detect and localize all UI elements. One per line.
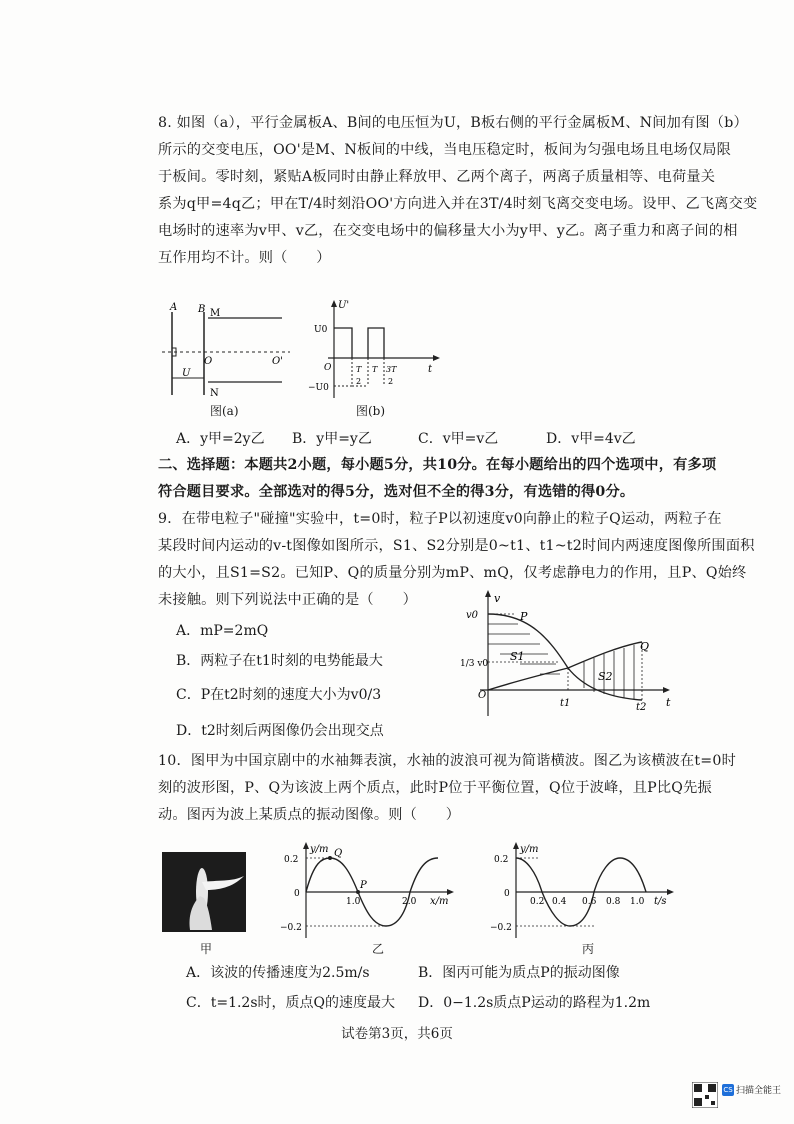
bing-tick-x08: 0.8 xyxy=(606,897,621,907)
q10-option-a[interactable]: A．该波的传播速度为2.5m/s xyxy=(186,965,370,981)
label-s1: S1 xyxy=(510,650,525,663)
q8-text xyxy=(158,110,758,272)
label-o: O xyxy=(204,356,213,367)
bing-tick-x06: 0.6 xyxy=(582,897,597,907)
label-third-v0: 1/3 v0 xyxy=(460,659,489,669)
caption-yi: 乙 xyxy=(372,942,385,956)
q8-option-c[interactable]: C．v甲=v乙 xyxy=(418,431,499,447)
label-m: M xyxy=(210,308,221,319)
yi-tick-0: 0 xyxy=(294,889,300,899)
q8-option-d[interactable]: D．v甲=4v乙 xyxy=(546,431,636,447)
label-v0: v0 xyxy=(466,610,479,621)
label-u0: U0 xyxy=(314,325,328,335)
page-footer: 试卷第3页，共6页 xyxy=(341,1026,453,1042)
bing-tick-neg02: −0.2 xyxy=(490,923,512,933)
scanner-stamp xyxy=(692,1080,792,1110)
q8-line: 于板间。零时刻，紧贴A板同时由静止释放甲、乙两个离子，两离子质量相等、电荷量关 xyxy=(158,169,716,185)
q10-line: 动。图丙为波上某质点的振动图像。则（ ） xyxy=(158,807,461,823)
graph-bing xyxy=(490,842,680,942)
label-u: U xyxy=(182,368,191,379)
label-a: A xyxy=(170,302,178,313)
q10-line: 刻的波形图，P、Q为该波上两个质点，此时P位于平衡位置，Q位于波峰，且P比Q先振 xyxy=(158,780,712,796)
label-t2: t2 xyxy=(636,702,647,713)
q8-line: 所示的交变电压，OO'是M、N板间的中线，当电压稳定时，板间为匀强电场且电场仅局限 xyxy=(158,142,732,158)
yi-ylabel: y/m xyxy=(310,844,329,855)
label-b: B xyxy=(198,304,206,315)
q9-line: 9．在带电粒子"碰撞"实验中，t=0时，粒子P以初速度v0向静止的粒子Q运动，两粒子在 xyxy=(158,511,722,527)
label-n: N xyxy=(210,388,219,399)
yi-point-q: Q xyxy=(334,848,343,859)
bing-ylabel: y/m xyxy=(520,844,539,855)
label-s2: S2 xyxy=(598,670,613,683)
yi-tick-neg02: −0.2 xyxy=(280,923,302,933)
graph-yi xyxy=(280,842,460,942)
q10-line: 10．图甲为中国京剧中的水袖舞表演，水袖的波浪可视为简谐横波。图乙为该横波在t=0时 xyxy=(158,753,737,769)
q9-option-d[interactable]: D．t2时刻后两图像仍会出现交点 xyxy=(176,723,384,739)
label-p: P xyxy=(520,610,528,623)
q9-option-a[interactable]: A．mP=2mQ xyxy=(176,623,269,639)
caption-jia: 甲 xyxy=(200,942,213,956)
yi-tick-1: 1.0 xyxy=(346,897,361,907)
caption-bing: 丙 xyxy=(582,942,595,956)
q10-text xyxy=(158,748,737,829)
q8-line: 互作用均不计。则（ ） xyxy=(158,250,331,266)
bing-xlabel: t/s xyxy=(654,896,667,907)
stamp-text: 扫描全能王 xyxy=(736,1086,782,1096)
bing-tick-02: 0.2 xyxy=(494,855,509,865)
label-v: v xyxy=(494,592,501,605)
bing-tick-x10: 1.0 xyxy=(630,897,645,907)
q10-option-b[interactable]: B．图丙可能为质点P的振动图像 xyxy=(418,965,620,981)
label-q: Q xyxy=(640,640,650,653)
label-t-axis: t xyxy=(428,364,433,375)
q9-line: 未接触。则下列说法中正确的是（ ） xyxy=(158,592,417,608)
q9-option-b[interactable]: B．两粒子在t1时刻的电势能最大 xyxy=(176,653,383,669)
section2-heading xyxy=(158,452,717,506)
label-t-q9: t xyxy=(666,696,671,709)
bing-tick-x04: 0.4 xyxy=(552,897,567,907)
bing-tick-0: 0 xyxy=(504,889,510,899)
figure-b xyxy=(308,298,448,406)
yi-xlabel: x/m xyxy=(430,896,449,907)
yi-tick-02: 0.2 xyxy=(284,855,299,865)
label-t: T xyxy=(372,365,378,374)
label-half: 2 xyxy=(356,377,362,386)
q9-vt-graph xyxy=(460,590,680,720)
q9-line: 某段时间内运动的v-t图像如图所示，S1、S2分别是0~t1、t1~t2时间内两速度图像所围面积 xyxy=(158,538,755,554)
label-t-over: T xyxy=(356,365,362,374)
q9-option-c[interactable]: C．P在t2时刻的速度大小为v0/3 xyxy=(176,687,382,703)
section2-line: 二、选择题：本题共2小题，每小题5分，共10分。在每小题给出的四个选项中，有多项 xyxy=(158,457,717,473)
label-t1: t1 xyxy=(560,698,571,709)
q8-line: 系为q甲=4q乙；甲在T/4时刻沿OO'方向进入并在3T/4时刻飞离交变电场。设甲、乙飞离交变 xyxy=(158,196,758,212)
q10-option-c[interactable]: C．t=1.2s时，质点Q的速度最大 xyxy=(186,995,395,1011)
q8-line: 电场时的速率为v甲、v乙，在交变电场中的偏移量大小为y甲、y乙。离子重力和离子间的相 xyxy=(158,223,738,239)
label-half-2: 2 xyxy=(388,377,394,386)
bing-tick-x02: 0.2 xyxy=(530,897,545,907)
label-o-prime: O' xyxy=(272,356,283,367)
yi-point-p: P xyxy=(360,880,367,891)
q10-option-d[interactable]: D．0−1.2s质点P运动的路程为1.2m xyxy=(418,995,651,1011)
q8-option-b[interactable]: B．y甲=y乙 xyxy=(292,431,372,447)
label-u-prime: U' xyxy=(338,300,350,311)
q8-option-a[interactable]: A．y甲=2y乙 xyxy=(176,431,265,447)
fig-a-caption: 图(a) xyxy=(210,404,239,418)
qr-code-icon xyxy=(692,1082,718,1108)
cs-logo-icon: CS xyxy=(723,1086,733,1094)
label-3t: 3T xyxy=(386,365,397,374)
q8-line: 8. 如图（a），平行金属板A、B间的电压恒为U，B板右侧的平行金属板M、N间加有图（b） xyxy=(158,115,748,131)
label-origin-q9: O xyxy=(478,690,487,701)
label-neg-u0: −U0 xyxy=(308,383,329,393)
yi-tick-2: 2.0 xyxy=(402,897,417,907)
fig-b-caption: 图(b) xyxy=(356,404,386,418)
dancer-photo xyxy=(162,852,246,932)
q9-line: 的大小，且S1=S2。已知P、Q的质量分别为mP、mQ，仅考虑静电力的作用，且P、Q始终 xyxy=(158,565,747,581)
label-origin: O xyxy=(324,363,332,373)
section2-line: 符合题目要求。全部选对的得5分，选对但不全的得3分，有选错的得0分。 xyxy=(158,484,635,500)
